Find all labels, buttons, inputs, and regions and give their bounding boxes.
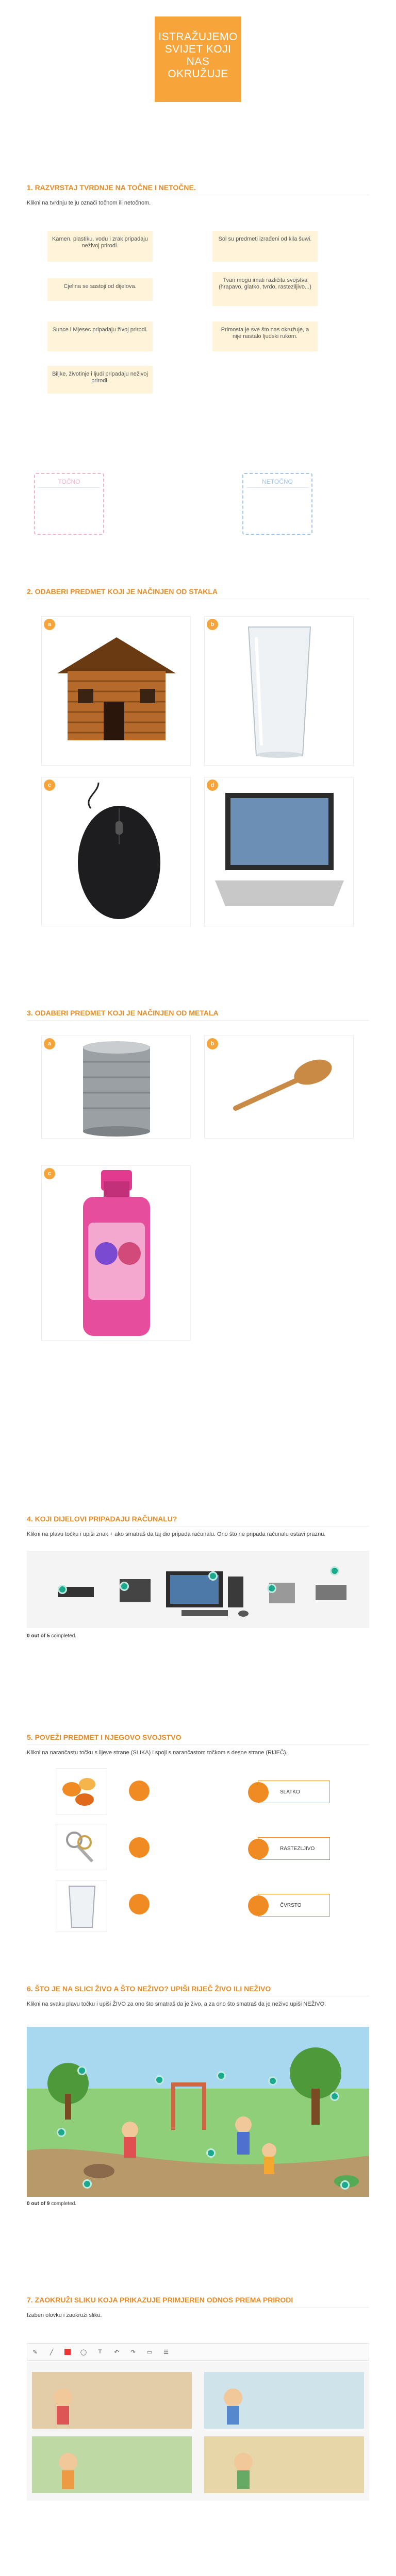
progress-suffix: completed. [50, 1633, 77, 1639]
option-letter: d [207, 779, 218, 791]
color-swatch-icon[interactable] [64, 2349, 71, 2355]
option-letter: a [44, 1038, 55, 1049]
option-letter: b [207, 1038, 218, 1049]
section-2 [27, 587, 369, 603]
hotspot-dot[interactable] [58, 1585, 67, 1594]
match-source-dot[interactable] [129, 1894, 150, 1914]
computer-scene [27, 1551, 369, 1628]
section-1-instructions: Klikni na tvrdnju te ju označi točnom ili netočnom. [27, 200, 151, 206]
match-source-dot[interactable] [129, 1781, 150, 1801]
option-letter: c [44, 1168, 55, 1179]
pencil-icon[interactable]: ✎ [32, 2349, 38, 2355]
option-letter: b [207, 619, 218, 630]
hotspot-dot[interactable] [120, 1582, 129, 1591]
statement-grid [27, 231, 369, 385]
hotspot-dot[interactable] [206, 2148, 216, 2158]
drop-zone-rule [38, 487, 100, 488]
section-divider [27, 1744, 369, 1745]
hotspot-dot[interactable] [330, 2092, 339, 2101]
water-bottle-image [42, 1166, 191, 1341]
progress-suffix: completed. [50, 2201, 77, 2207]
drop-zone-label: TOČNO [58, 478, 80, 485]
hotspot-dot[interactable] [268, 2076, 277, 2086]
match-target-rastezljivo[interactable] [258, 1837, 330, 1860]
clear-icon[interactable]: ☰ [163, 2349, 169, 2355]
hero-title: ISTRAŽUJEMO SVIJET KOJI NAS OKRUŽUJE [155, 16, 241, 102]
statement-card[interactable]: Primosta je sve što nas okružuje, a nije nastalo ljudski rukom. [212, 321, 318, 351]
keys-image [56, 1824, 107, 1870]
glass-image [205, 617, 354, 766]
match-target-dot[interactable] [248, 1782, 269, 1803]
statement-card[interactable]: Kamen, plastiku, vodu i zrak pripadaju neživoj prirodi. [47, 231, 153, 262]
statement-card[interactable]: Sunce i Mjesec pripadaju živoj prirodi. [47, 321, 153, 351]
option-card-b[interactable] [204, 616, 354, 766]
section-4-title: 4. KOJI DIJELOVI PRIPADAJU RAČUNALU? [27, 1515, 177, 1523]
drop-zone-label: NETOČNO [262, 478, 293, 485]
option-card-c[interactable] [41, 777, 191, 926]
section-6 [27, 1985, 369, 2008]
section-divider [27, 1020, 369, 1021]
section-1 [27, 183, 369, 207]
line-icon[interactable]: ╱ [50, 2349, 54, 2355]
candy-illustration [56, 1769, 108, 1815]
option-card-a[interactable] [41, 616, 191, 766]
park-scene [27, 2027, 369, 2197]
match-target-slatko[interactable] [258, 1781, 330, 1803]
tin-can-image [42, 1036, 191, 1139]
section-divider [27, 2307, 369, 2308]
section-5-instructions: Klikni na narančastu točku s lijeve strane (SLIKA) i spoji s narančastom točkom s desne strane (RIJEČ). [27, 1750, 288, 1756]
match-target-dot[interactable] [248, 1839, 269, 1859]
candy-image [56, 1768, 107, 1815]
eraser-icon[interactable]: ▭ [146, 2349, 153, 2355]
computer-mouse-image [42, 777, 191, 927]
section-2-title: 2. ODABERI PREDMET KOJI JE NAČINJEN OD STAKLA [27, 587, 218, 596]
section-3-title: 3. ODABERI PREDMET KOJI JE NAČINJEN OD METALA [27, 1009, 219, 1017]
drop-zone-tocno[interactable] [34, 473, 104, 535]
keys-illustration [56, 1824, 108, 1871]
drop-zone-netocno[interactable] [242, 473, 312, 535]
progress-count: 0 out of 5 [27, 1633, 50, 1639]
redo-icon[interactable]: ↷ [130, 2349, 136, 2355]
drawing-canvas[interactable] [27, 2362, 369, 2501]
match-target-dot[interactable] [248, 1895, 269, 1916]
statement-card[interactable]: Sol su predmeti izrađeni od kila šuwi. [212, 231, 318, 262]
nature-scenes-illustration [27, 2362, 369, 2501]
statement-card[interactable]: Cjelina se sastoji od dijelova. [47, 278, 153, 301]
section-4-instructions: Klikni na plavu točku i upiši znak + ako smatraš da taj dio pripada računalu. Ono što ne pripada računalu ostavi praznu. [27, 1531, 326, 1537]
laptop-image [205, 777, 354, 927]
hotspot-dot[interactable] [217, 2071, 226, 2080]
statement-card[interactable]: Tvari mogu imati različita svojstva (hrapavo, glatko, tvrdo, rasteziljivo...) [212, 272, 318, 306]
wooden-house-image [42, 617, 191, 766]
section-7-instructions: Izaberi olovku i zaokruži sliku. [27, 2312, 102, 2318]
drawing-toolbar [27, 2343, 369, 2361]
match-source-dot[interactable] [129, 1837, 150, 1858]
circle-tool-icon[interactable]: ◯ [80, 2349, 87, 2355]
option-card-b[interactable] [204, 1036, 354, 1139]
section-4 [27, 1515, 369, 1538]
section-6-title: 6. ŠTO JE NA SLICI ŽIVO A ŠTO NEŽIVO? UPIŠI RIJEČ ŽIVO ILI NEŽIVO [27, 1985, 271, 1993]
progress-counter [27, 1633, 76, 1639]
progress-count: 0 out of 9 [27, 2201, 50, 2207]
park-illustration [27, 2027, 369, 2197]
section-3 [27, 1009, 369, 1025]
section-7 [27, 2296, 369, 2319]
hotspot-dot[interactable] [77, 2066, 87, 2075]
progress-counter [27, 2201, 76, 2207]
section-7-title: 7. ZAOKRUŽI SLIKU KOJA PRIKAZUJE PRIMJEREN ODNOS PREMA PRIRODI [27, 2296, 293, 2304]
section-1-title: 1. RAZVRSTAJ TVRDNJE NA TOČNE I NETOČNE. [27, 183, 196, 192]
section-5 [27, 1733, 369, 1756]
match-target-cvrsto[interactable] [258, 1894, 330, 1917]
hotspot-dot[interactable] [330, 1566, 339, 1575]
section-6-instructions: Klikni na svaku plavu točku i upiši ŽIVO za ono što smatraš da je živo, a za ono što smatraš da je neživo upiši NEŽIVO. [27, 2001, 326, 2007]
hotspot-dot[interactable] [82, 2179, 92, 2189]
drop-zone-rule [246, 487, 308, 488]
hotspot-dot[interactable] [267, 1584, 276, 1593]
glass-illustration [56, 1881, 108, 1933]
wooden-spoon-image [205, 1036, 354, 1139]
hotspot-dot[interactable] [57, 2128, 66, 2137]
hotspot-dot[interactable] [155, 2075, 164, 2084]
section-divider [27, 1526, 369, 1527]
match-target-label: RASTEZLJIVO [280, 1845, 315, 1852]
option-card-c[interactable] [41, 1165, 191, 1341]
option-card-a[interactable] [41, 1036, 191, 1139]
hotspot-dot[interactable] [340, 2180, 350, 2190]
computer-parts-illustration [27, 1551, 369, 1628]
option-card-d[interactable] [204, 777, 354, 926]
hotspot-dot[interactable] [208, 1571, 218, 1581]
match-target-label: ČVRSTO [280, 1902, 302, 1908]
statement-card[interactable]: Biljke, životinje i ljudi pripadaju neživoj prirodi. [47, 366, 153, 394]
option-letter: a [44, 619, 55, 630]
option-letter: c [44, 779, 55, 791]
text-tool-icon[interactable]: T [98, 2349, 102, 2355]
glass-image [56, 1880, 107, 1932]
match-target-label: SLATKO [280, 1789, 300, 1795]
undo-icon[interactable]: ↶ [114, 2349, 119, 2355]
section-5-title: 5. POVEŽI PREDMET I NJEGOVO SVOJSTVO [27, 1733, 182, 1741]
